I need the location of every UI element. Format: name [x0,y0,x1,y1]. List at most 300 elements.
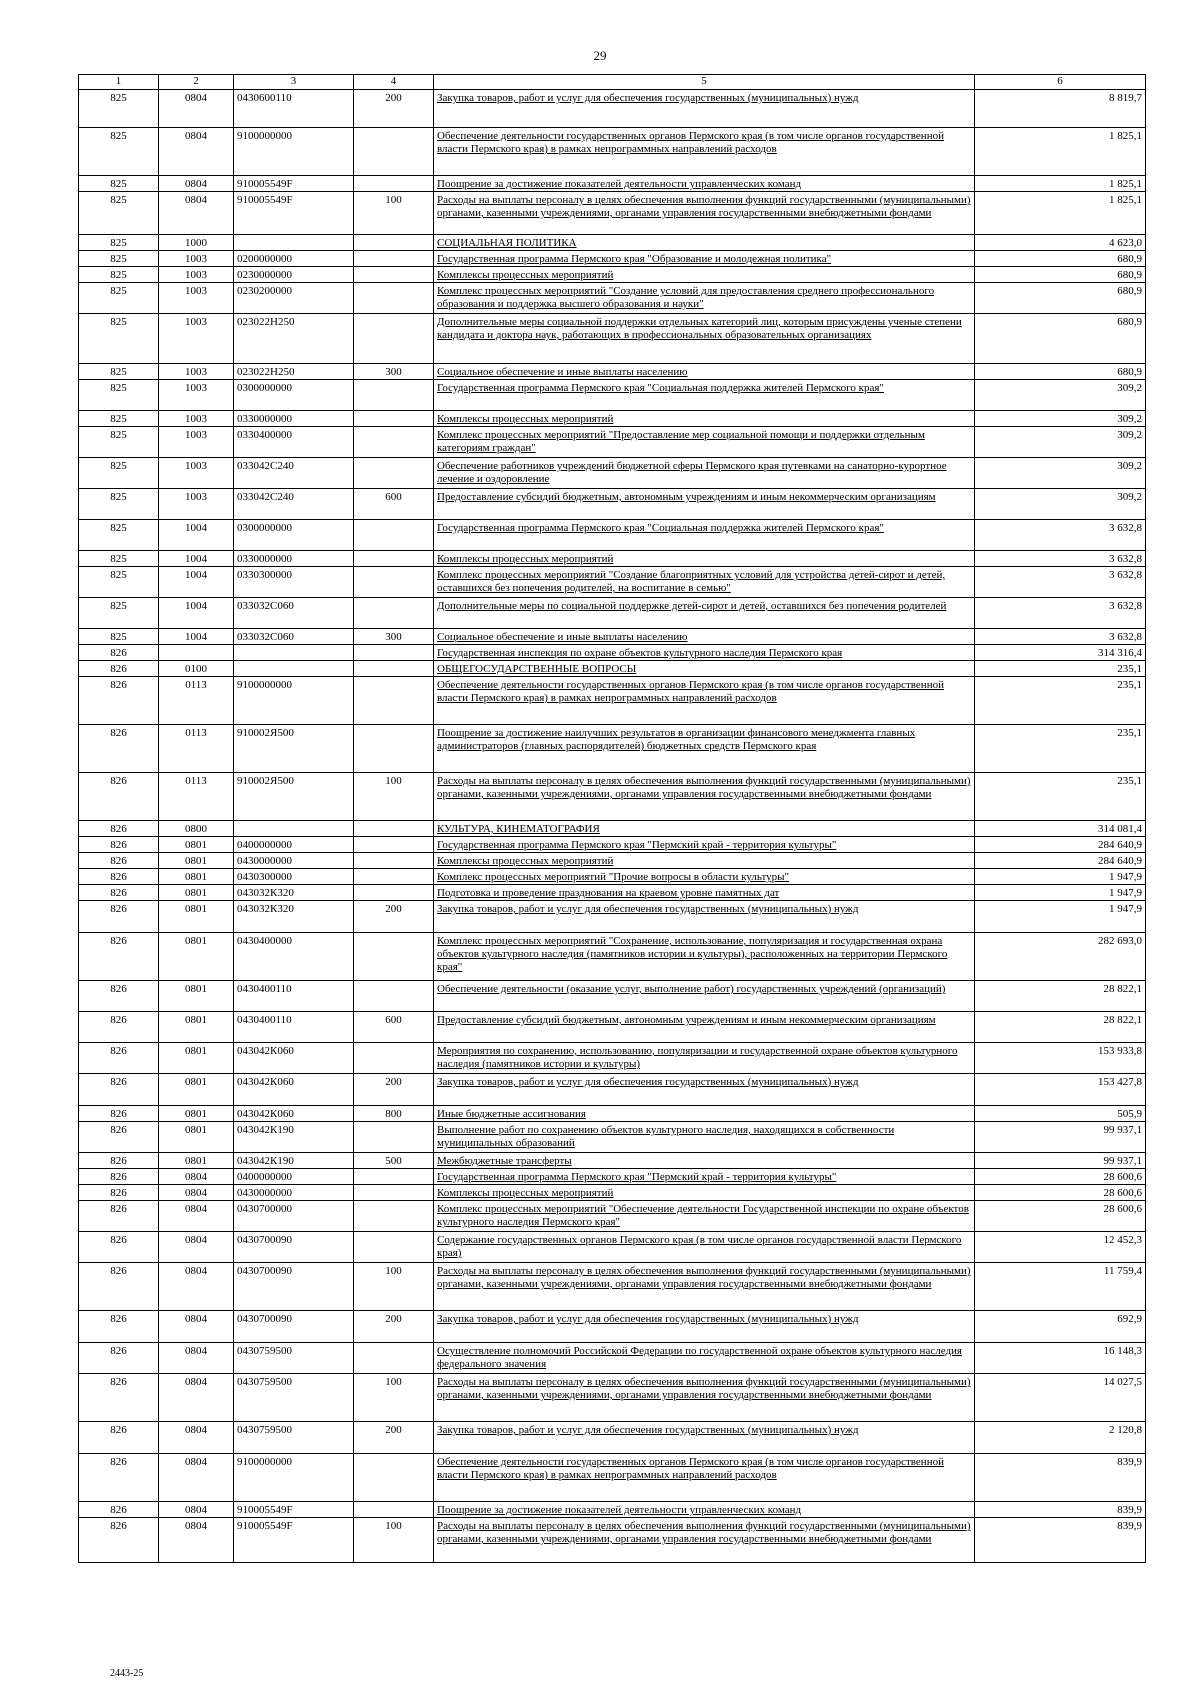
section-code-cell: 1003 [159,267,234,283]
amount-cell: 839,9 [975,1502,1146,1518]
expense-type-cell: 100 [354,1518,434,1563]
description-cell [434,773,975,821]
target-article-cell: 043042К060 [234,1106,354,1122]
expense-type-cell [354,520,434,551]
description-cell [434,267,975,283]
expense-type-cell [354,314,434,364]
expense-type-cell: 100 [354,773,434,821]
expense-type-cell [354,235,434,251]
expense-type-cell [354,1043,434,1074]
amount-cell: 99 937,1 [975,1122,1146,1153]
amount-cell: 153 427,8 [975,1074,1146,1106]
table-row [79,235,1146,251]
table-row [79,1153,1146,1169]
section-code-cell: 1003 [159,427,234,458]
description-text: Закупка товаров, работ и услуг для обеспечения государственных (муниципальных) нужд [437,1313,859,1325]
admin-code-cell: 826 [79,821,159,837]
admin-code-cell: 826 [79,773,159,821]
amount-cell: 3 632,8 [975,629,1146,645]
section-code-cell: 1003 [159,364,234,380]
admin-code-cell: 826 [79,837,159,853]
amount-cell: 692,9 [975,1311,1146,1343]
section-code-cell: 1004 [159,567,234,598]
description-cell [434,629,975,645]
expense-type-cell: 800 [354,1106,434,1122]
description-cell [434,1153,975,1169]
section-code-cell: 0801 [159,901,234,933]
description-cell [434,551,975,567]
admin-code-cell: 826 [79,1374,159,1422]
target-article-cell: 910002Я500 [234,725,354,773]
admin-code-cell: 825 [79,458,159,489]
admin-code-cell: 825 [79,283,159,314]
section-code-cell: 0804 [159,90,234,128]
description-cell [434,411,975,427]
admin-code-cell: 826 [79,1518,159,1563]
description-text: Закупка товаров, работ и услуг для обеспечения государственных (муниципальных) нужд [437,1424,859,1436]
amount-cell: 11 759,4 [975,1263,1146,1311]
section-code-cell: 0801 [159,1012,234,1043]
amount-cell: 1 947,9 [975,885,1146,901]
admin-code-cell: 826 [79,981,159,1012]
description-text: Комплекс процессных мероприятий "Обеспечение деятельности Государственной инспекции по охране объектов культурного наследия Пермского края" [437,1203,969,1228]
section-code-cell: 0804 [159,1502,234,1518]
description-cell [434,1043,975,1074]
table-row [79,837,1146,853]
description-cell [434,1454,975,1502]
description-text: Расходы на выплаты персоналу в целях обеспечения выполнения функций государственными (муниципальными) органами, казенными учреждениями, органами управления государственными внебюджетными фондами [437,775,971,800]
amount-cell: 28 600,6 [975,1185,1146,1201]
column-header: 4 [354,75,434,90]
target-article-cell: 0430000000 [234,853,354,869]
expense-type-cell [354,1343,434,1374]
section-code-cell: 0804 [159,1169,234,1185]
target-article-cell: 0330000000 [234,551,354,567]
description-cell [434,192,975,235]
admin-code-cell: 825 [79,192,159,235]
table-row [79,380,1146,411]
admin-code-cell: 826 [79,933,159,981]
admin-code-cell: 826 [79,1422,159,1454]
expense-type-cell [354,1201,434,1232]
admin-code-cell: 826 [79,1169,159,1185]
column-header: 5 [434,75,975,90]
amount-cell: 235,1 [975,677,1146,725]
description-text: Комплекс процессных мероприятий "Прочие вопросы в области культуры" [437,871,790,883]
expense-type-cell [354,551,434,567]
section-code-cell: 1004 [159,598,234,629]
amount-cell: 680,9 [975,283,1146,314]
description-text: Иные бюджетные ассигнования [437,1108,586,1120]
section-code-cell: 1003 [159,283,234,314]
target-article-cell: 0330000000 [234,411,354,427]
amount-cell: 284 640,9 [975,837,1146,853]
admin-code-cell: 825 [79,364,159,380]
expense-type-cell [354,411,434,427]
expense-type-cell: 100 [354,1263,434,1311]
description-text: Комплекс процессных мероприятий "Сохранение, использование, популяризация и государственная охрана объектов культурного наследия (памятников истории и культуры), расположенных на территории Пермского края" [437,935,948,973]
target-article-cell [234,821,354,837]
expense-type-cell: 200 [354,901,434,933]
admin-code-cell: 825 [79,90,159,128]
description-cell [434,645,975,661]
target-article-cell [234,235,354,251]
table-body [79,90,1146,1563]
expense-type-cell [354,427,434,458]
amount-cell: 282 693,0 [975,933,1146,981]
target-article-cell: 023022Н250 [234,314,354,364]
admin-code-cell: 826 [79,1311,159,1343]
amount-cell: 505,9 [975,1106,1146,1122]
description-text: Подготовка и проведение празднования на краевом уровне памятных дат [437,887,780,899]
target-article-cell: 0430700090 [234,1311,354,1343]
admin-code-cell: 825 [79,629,159,645]
amount-cell: 314 081,4 [975,821,1146,837]
description-cell [434,725,975,773]
description-text: Государственная программа Пермского края "Образование и молодежная политика" [437,253,832,265]
admin-code-cell: 825 [79,551,159,567]
description-text: СОЦИАЛЬНАЯ ПОЛИТИКА [437,237,577,249]
admin-code-cell: 826 [79,1043,159,1074]
description-cell [434,1343,975,1374]
amount-cell: 680,9 [975,364,1146,380]
description-text: Комплексы процессных мероприятий [437,553,614,565]
amount-cell: 3 632,8 [975,567,1146,598]
expense-type-cell: 300 [354,629,434,645]
table-row [79,364,1146,380]
target-article-cell: 043032К320 [234,901,354,933]
description-cell [434,901,975,933]
description-text: Предоставление субсидий бюджетным, автономным учреждениям и иным некоммерческим организациям [437,491,936,503]
section-code-cell: 0804 [159,1422,234,1454]
table-row [79,981,1146,1012]
section-code-cell: 1003 [159,489,234,520]
amount-cell: 309,2 [975,411,1146,427]
expense-type-cell [354,869,434,885]
admin-code-cell: 826 [79,1106,159,1122]
description-text: Комплекс процессных мероприятий "Создание условий для предоставления среднего профессионального образования и поддержка высшего образования и науки" [437,285,935,310]
table-row [79,1311,1146,1343]
description-text: Поощрение за достижение наилучших результатов в организации финансового менеджмента главных администраторов (главных распорядителей) бюджетных средств Пермского края [437,727,916,752]
expense-type-cell: 300 [354,364,434,380]
description-text: Обеспечение деятельности государственных органов Пермского края (в том числе органов государственной власти Пермского края) в рамках непрограммных направлений расходов [437,679,944,704]
description-cell [434,380,975,411]
description-text: Расходы на выплаты персоналу в целях обеспечения выполнения функций государственными (муниципальными) органами, казенными учреждениями, органами управления государственными внебюджетными фондами [437,1520,971,1545]
description-cell [434,1201,975,1232]
section-code-cell: 0804 [159,128,234,176]
amount-cell: 3 632,8 [975,520,1146,551]
table-row [79,176,1146,192]
expense-type-cell [354,128,434,176]
expense-type-cell [354,380,434,411]
section-code-cell: 0801 [159,981,234,1012]
target-article-cell: 033032С060 [234,629,354,645]
target-article-cell: 023022Н250 [234,364,354,380]
description-cell [434,869,975,885]
table-row [79,677,1146,725]
admin-code-cell: 826 [79,1122,159,1153]
table-row [79,1263,1146,1311]
description-cell [434,235,975,251]
amount-cell: 28 822,1 [975,1012,1146,1043]
expense-type-cell [354,1122,434,1153]
description-cell [434,853,975,869]
section-code-cell: 0113 [159,677,234,725]
section-code-cell: 1003 [159,314,234,364]
table-row [79,1169,1146,1185]
table-row [79,251,1146,267]
expense-type-cell [354,176,434,192]
section-code-cell: 0804 [159,1201,234,1232]
description-cell [434,1012,975,1043]
expense-type-cell: 500 [354,1153,434,1169]
section-code-cell: 0801 [159,1074,234,1106]
description-text: Межбюджетные трансферты [437,1155,572,1167]
target-article-cell: 0200000000 [234,251,354,267]
admin-code-cell: 825 [79,251,159,267]
amount-cell: 8 819,7 [975,90,1146,128]
admin-code-cell: 825 [79,235,159,251]
target-article-cell: 043042К060 [234,1074,354,1106]
amount-cell: 680,9 [975,314,1146,364]
table-row [79,598,1146,629]
table-row [79,1454,1146,1502]
expense-type-cell: 100 [354,1374,434,1422]
description-text: Комплекс процессных мероприятий "Создание благоприятных условий для устройства детей-сирот и детей, оставшихся без попечения родителей, на воспитание в семью" [437,569,946,594]
amount-cell: 14 027,5 [975,1374,1146,1422]
target-article-cell: 0430700000 [234,1201,354,1232]
amount-cell: 99 937,1 [975,1153,1146,1169]
target-article-cell: 0430600110 [234,90,354,128]
table-row [79,661,1146,677]
target-article-cell: 9100000000 [234,1454,354,1502]
table-row [79,1422,1146,1454]
admin-code-cell: 826 [79,1185,159,1201]
description-text: Комплексы процессных мероприятий [437,413,614,425]
table-row [79,567,1146,598]
table-row [79,458,1146,489]
admin-code-cell: 826 [79,901,159,933]
amount-cell: 1 947,9 [975,869,1146,885]
target-article-cell: 0430759500 [234,1422,354,1454]
section-code-cell: 0804 [159,1311,234,1343]
admin-code-cell: 826 [79,661,159,677]
section-code-cell [159,645,234,661]
table-row [79,489,1146,520]
table-row [79,314,1146,364]
section-code-cell: 0113 [159,725,234,773]
description-cell [434,128,975,176]
expense-type-cell [354,885,434,901]
description-cell [434,981,975,1012]
description-text: КУЛЬТУРА, КИНЕМАТОГРАФИЯ [437,823,600,835]
expense-type-cell [354,458,434,489]
description-text: Государственная инспекция по охране объектов культурного наследия Пермского края [437,647,843,659]
description-cell [434,1422,975,1454]
expense-type-cell [354,821,434,837]
section-code-cell: 0804 [159,1454,234,1502]
target-article-cell: 043042К190 [234,1122,354,1153]
target-article-cell: 043042К190 [234,1153,354,1169]
expense-type-cell [354,1454,434,1502]
table-row [79,520,1146,551]
section-code-cell: 0113 [159,773,234,821]
description-cell [434,1311,975,1343]
section-code-cell: 0801 [159,837,234,853]
target-article-cell: 033032С060 [234,598,354,629]
description-cell [434,314,975,364]
amount-cell: 235,1 [975,661,1146,677]
description-text: Дополнительные меры социальной поддержки отдельных категорий лиц, которым присуждены ученые степени кандидата и доктора наук, работающих в профессиональных образовательных организациях [437,316,962,341]
admin-code-cell: 826 [79,1153,159,1169]
table-row [79,1518,1146,1563]
description-cell [434,427,975,458]
section-code-cell: 1003 [159,380,234,411]
amount-cell: 153 933,8 [975,1043,1146,1074]
section-code-cell: 1003 [159,411,234,427]
admin-code-cell: 825 [79,411,159,427]
expense-type-cell [354,677,434,725]
description-cell [434,661,975,677]
description-text: ОБЩЕГОСУДАРСТВЕННЫЕ ВОПРОСЫ [437,663,637,675]
table-row [79,821,1146,837]
section-code-cell: 0804 [159,1232,234,1263]
column-header: 3 [234,75,354,90]
target-article-cell: 0330300000 [234,567,354,598]
expense-type-cell: 600 [354,1012,434,1043]
expense-type-cell [354,1232,434,1263]
description-cell [434,283,975,314]
expense-type-cell [354,598,434,629]
table-row [79,1201,1146,1232]
admin-code-cell: 826 [79,645,159,661]
target-article-cell: 910005549F [234,1502,354,1518]
admin-code-cell: 826 [79,1502,159,1518]
target-article-cell: 0330400000 [234,427,354,458]
description-cell [434,1374,975,1422]
description-text: Выполнение работ по сохранению объектов культурного наследия, находящихся в собственности муниципальных образований [437,1124,895,1149]
table-header-row [79,75,1146,90]
amount-cell: 235,1 [975,773,1146,821]
target-article-cell [234,645,354,661]
target-article-cell: 0430400000 [234,933,354,981]
table-row [79,551,1146,567]
amount-cell: 1 825,1 [975,192,1146,235]
section-code-cell: 0801 [159,853,234,869]
table-row [79,853,1146,869]
table-row [79,427,1146,458]
description-text: Комплексы процессных мероприятий [437,1187,614,1199]
table-row [79,1074,1146,1106]
admin-code-cell: 825 [79,427,159,458]
description-text: Социальное обеспечение и иные выплаты населению [437,631,688,643]
section-code-cell: 0804 [159,1185,234,1201]
description-cell [434,90,975,128]
description-text: Расходы на выплаты персоналу в целях обеспечения выполнения функций государственными (муниципальными) органами, казенными учреждениями, органами управления государственными внебюджетными фондами [437,1265,971,1290]
footer-code: 2443-25 [110,1668,144,1679]
description-text: Государственная программа Пермского края "Социальная поддержка жителей Пермского края" [437,382,884,394]
table-row [79,192,1146,235]
target-article-cell: 0430700090 [234,1232,354,1263]
description-text: Дополнительные меры по социальной поддержке детей-сирот и детей, оставшихся без попечения родителей [437,600,947,612]
expense-type-cell [354,1502,434,1518]
amount-cell: 3 632,8 [975,551,1146,567]
table-row [79,645,1146,661]
admin-code-cell: 826 [79,853,159,869]
description-cell [434,1185,975,1201]
expense-type-cell: 600 [354,489,434,520]
table-row [79,411,1146,427]
description-text: Закупка товаров, работ и услуг для обеспечения государственных (муниципальных) нужд [437,92,859,104]
amount-cell: 2 120,8 [975,1422,1146,1454]
section-code-cell: 0801 [159,869,234,885]
table-row [79,885,1146,901]
expense-type-cell [354,837,434,853]
admin-code-cell: 826 [79,1201,159,1232]
admin-code-cell: 825 [79,176,159,192]
column-header: 2 [159,75,234,90]
section-code-cell: 0801 [159,885,234,901]
amount-cell: 309,2 [975,458,1146,489]
description-cell [434,1169,975,1185]
expense-type-cell: 200 [354,1422,434,1454]
table-row [79,1106,1146,1122]
table-row [79,267,1146,283]
amount-cell: 12 452,3 [975,1232,1146,1263]
target-article-cell: 0400000000 [234,1169,354,1185]
admin-code-cell: 825 [79,314,159,364]
admin-code-cell: 825 [79,489,159,520]
amount-cell: 1 947,9 [975,901,1146,933]
admin-code-cell: 826 [79,1263,159,1311]
section-code-cell: 0804 [159,192,234,235]
expense-type-cell [354,1185,434,1201]
target-article-cell: 043042К060 [234,1043,354,1074]
table-row [79,1043,1146,1074]
table-row [79,283,1146,314]
target-article-cell: 910005549F [234,176,354,192]
amount-cell: 680,9 [975,267,1146,283]
description-text: Государственная программа Пермского края "Пермский край - территория культуры" [437,839,837,851]
description-cell [434,520,975,551]
section-code-cell: 0100 [159,661,234,677]
description-text: Поощрение за достижение показателей деятельности управленческих команд [437,178,802,190]
description-cell [434,598,975,629]
section-code-cell: 1003 [159,251,234,267]
section-code-cell: 0801 [159,1122,234,1153]
table-row [79,1012,1146,1043]
amount-cell: 4 623,0 [975,235,1146,251]
expense-type-cell [354,725,434,773]
section-code-cell: 1004 [159,629,234,645]
description-cell [434,1106,975,1122]
description-cell [434,251,975,267]
section-code-cell: 1000 [159,235,234,251]
description-text: Предоставление субсидий бюджетным, автономным учреждениям и иным некоммерческим организациям [437,1014,936,1026]
target-article-cell: 0230200000 [234,283,354,314]
section-code-cell: 0804 [159,1343,234,1374]
table-row [79,629,1146,645]
table-row [79,773,1146,821]
target-article-cell: 0430300000 [234,869,354,885]
expense-type-cell: 200 [354,1074,434,1106]
column-header: 6 [975,75,1146,90]
description-text: Государственная программа Пермского края "Социальная поддержка жителей Пермского края" [437,522,884,534]
target-article-cell: 0430400110 [234,1012,354,1043]
section-code-cell: 1003 [159,458,234,489]
description-text: Социальное обеспечение и иные выплаты населению [437,366,688,378]
description-cell [434,1122,975,1153]
